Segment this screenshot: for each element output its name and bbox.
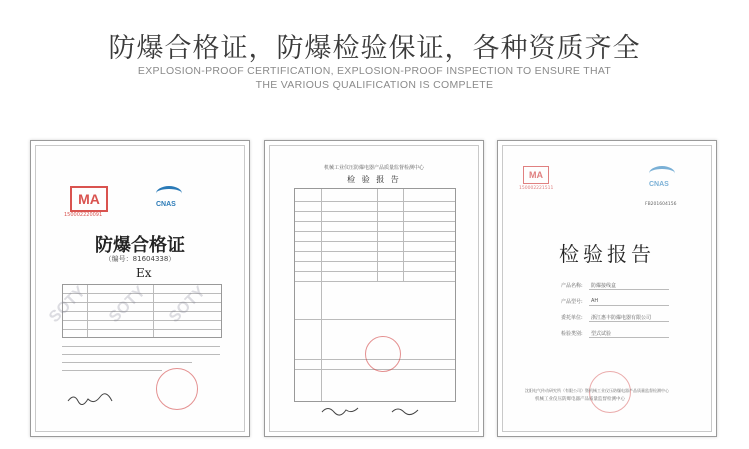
product-name-label: 产品名称: — [561, 283, 583, 289]
report-document — [269, 145, 479, 432]
ma-number: 150002221511 — [519, 186, 554, 191]
report-number: FB201604156 — [645, 202, 677, 207]
product-model-value: AH — [591, 298, 599, 304]
certificate-document — [35, 145, 245, 432]
signature-icon — [390, 404, 420, 416]
certificate-card-2[interactable] — [264, 140, 484, 437]
test-type-value: 型式试验 — [591, 331, 612, 337]
watermark-3: SOTY — [166, 283, 209, 327]
red-seal-icon — [156, 368, 198, 410]
report-header: 机械工业仪压防爆电器产品质量监督检测中心 — [323, 165, 424, 171]
ma-number: 150002220091 — [64, 212, 103, 218]
client-value: 浙江惠丰防爆电器有限公司 — [591, 315, 652, 321]
watermark-1: SOTY — [46, 283, 89, 327]
report-cover-document — [502, 145, 712, 432]
certificate-title: 防爆合格证 — [95, 235, 185, 256]
footer-line-1: 沈阳电气传动研究所（有限公司）暨机械工业仪压防爆电器产品质量监督检测中心 — [525, 388, 669, 393]
page-title: 防爆合格证，防爆检验保证，各种资质齐全 — [108, 33, 641, 64]
subtitle-line-2: THE VARIOUS QUALIFICATION IS COMPLETE — [255, 79, 494, 91]
subtitle-line-1: EXPLOSION-PROOF CERTIFICATION, EXPLOSION-PROOF INSPECTION TO ENSURE THAT — [137, 65, 612, 77]
ma-logo-icon: MA — [70, 186, 108, 212]
signature-icon — [320, 404, 360, 416]
certificate-card-3[interactable] — [497, 140, 717, 437]
report-title: 检 验 报 告 — [347, 175, 401, 184]
ma-logo-icon: MA — [523, 166, 549, 184]
red-seal-icon — [365, 336, 401, 372]
product-name-value: 防爆接线盒 — [591, 283, 617, 289]
watermark-2: SOTY — [106, 283, 149, 327]
product-model-label: 产品型号: — [561, 299, 583, 305]
ex-mark: Ex — [136, 266, 152, 280]
report-title: 检验报告 — [559, 242, 655, 266]
certificate-card-1[interactable] — [30, 140, 250, 437]
certificate-number: （编号：81604338） — [104, 255, 176, 263]
cnas-logo-icon: CNAS — [156, 186, 186, 210]
client-label: 委托单位: — [561, 315, 583, 321]
test-type-label: 检验类别: — [561, 331, 583, 337]
cnas-logo-icon: CNAS — [649, 166, 679, 190]
footer-line-2: 机械工业仪压防爆电器产品质量监督检测中心 — [535, 397, 625, 402]
signature-icon — [66, 391, 116, 407]
